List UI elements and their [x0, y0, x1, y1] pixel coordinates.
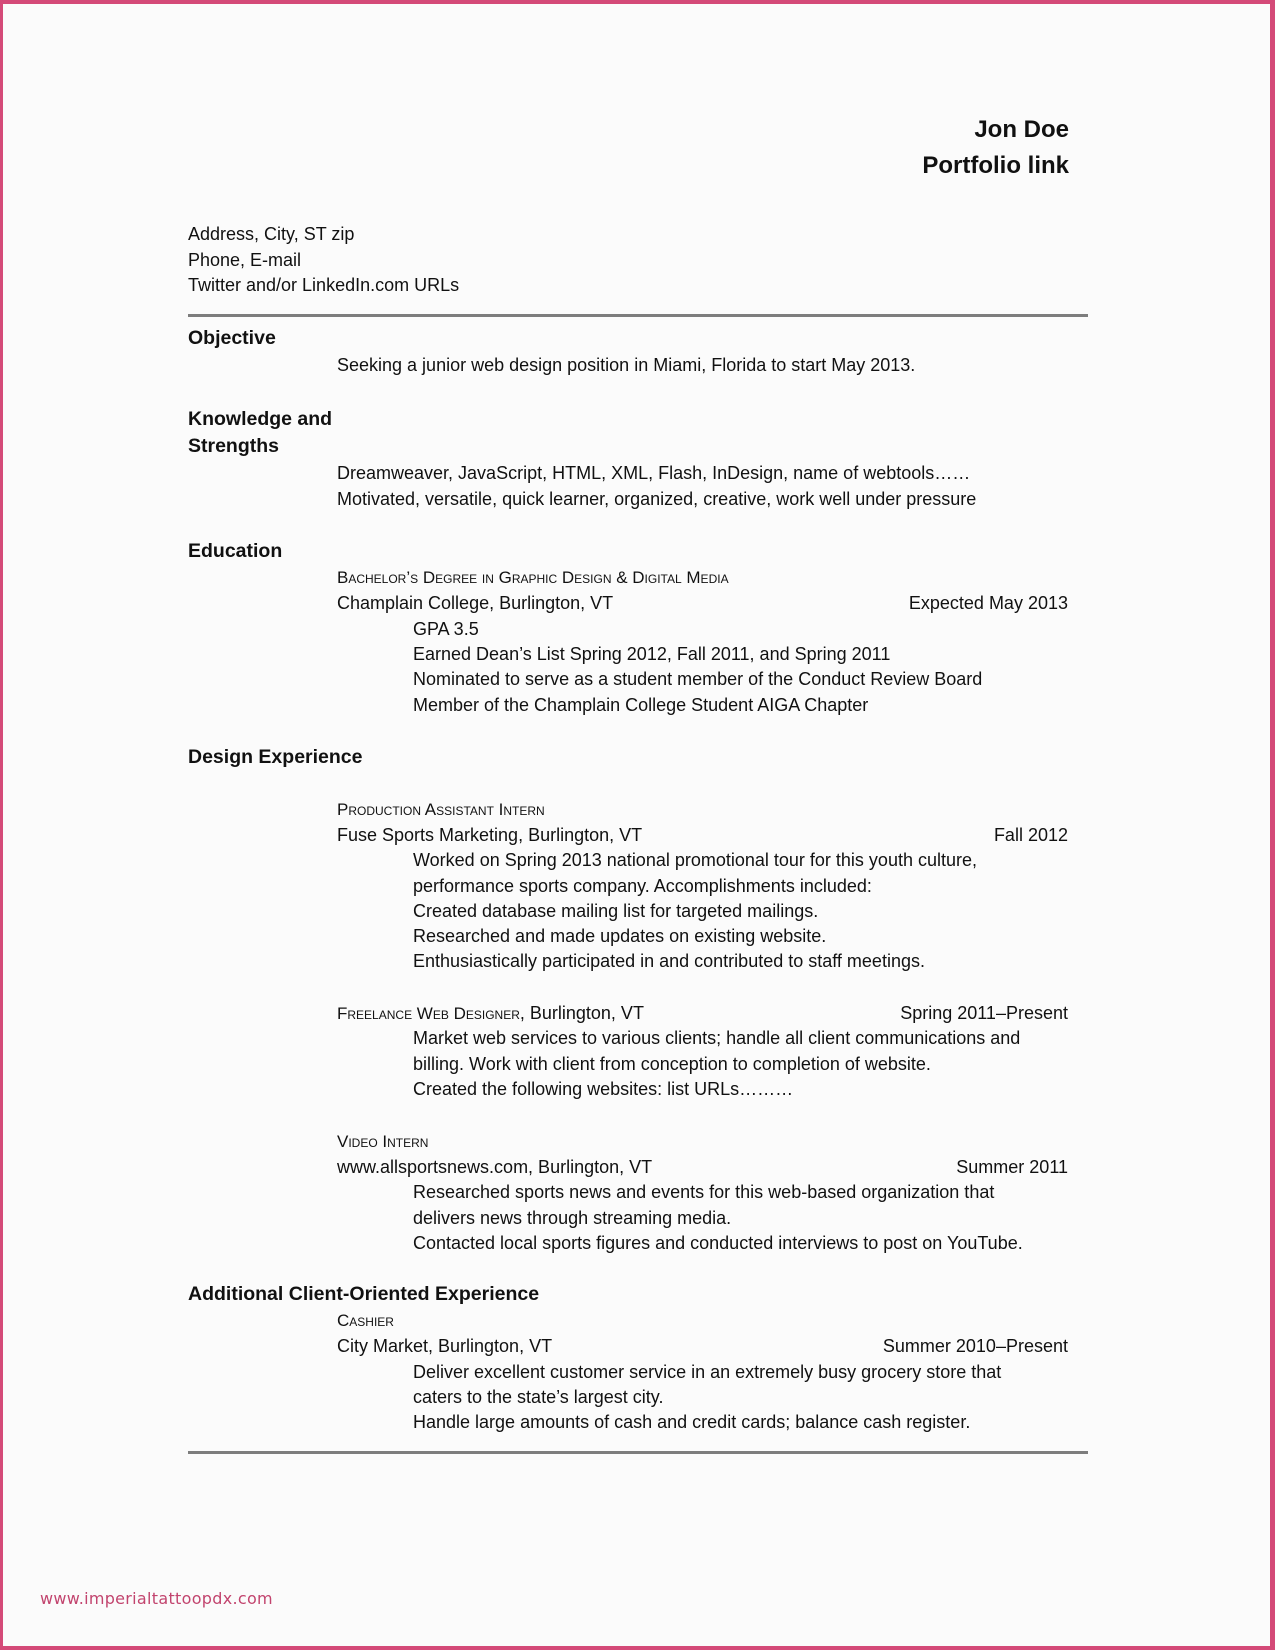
additional-experience-heading: Additional Client-Oriented Experience	[188, 1283, 540, 1305]
design-experience-heading: Design Experience	[188, 746, 363, 768]
objective-heading: Objective	[188, 327, 276, 349]
job-date: Summer 2011	[956, 1157, 1068, 1177]
knowledge-heading-line1: Knowledge and	[188, 408, 333, 430]
job-org: Fuse Sports Marketing, Burlington, VT	[337, 825, 643, 845]
job-org: City Market, Burlington, VT	[337, 1336, 553, 1356]
job-detail: Researched sports news and events for this web-based organization that	[413, 1182, 995, 1202]
top-divider	[188, 314, 1088, 317]
job-org: , Burlington, VT	[519, 1003, 644, 1023]
job-date: Fall 2012	[993, 825, 1068, 845]
job-detail: Created the following websites: list URLs………	[413, 1079, 794, 1099]
job-detail: Handle large amounts of cash and credit cards; balance cash register.	[413, 1412, 971, 1432]
job-title: Video Intern	[337, 1132, 429, 1151]
job-title: Freelance Web Designer	[337, 1004, 520, 1023]
portfolio-link[interactable]: Portfolio link	[922, 152, 1069, 179]
education-date: Expected May 2013	[908, 593, 1068, 613]
job-detail: Contacted local sports figures and conducted interviews to post on YouTube.	[413, 1233, 1023, 1253]
watermark-link[interactable]: www.imperialtattoopdx.com	[40, 1589, 273, 1608]
job-detail: delivers news through streaming media.	[413, 1208, 732, 1228]
job-org: www.allsportsnews.com, Burlington, VT	[337, 1157, 653, 1177]
job-detail: performance sports company. Accomplishments included:	[413, 876, 872, 896]
job-detail: Researched and made updates on existing website.	[413, 926, 827, 946]
education-detail: GPA 3.5	[413, 619, 479, 639]
education-detail: Earned Dean’s List Spring 2012, Fall 2011, and Spring 2011	[413, 644, 891, 664]
degree-title: Bachelor’s Degree in Graphic Design & Digital Media	[337, 568, 729, 587]
job-detail: Created database mailing list for targeted mailings.	[413, 901, 819, 921]
job-detail: Worked on Spring 2013 national promotional tour for this youth culture,	[413, 850, 977, 870]
job-detail: Enthusiastically participated in and contributed to staff meetings.	[413, 951, 925, 971]
job-header-freelance	[337, 1003, 644, 1024]
education-detail: Nominated to serve as a student member of the Conduct Review Board	[413, 669, 983, 689]
school-name: Champlain College, Burlington, VT	[337, 593, 614, 613]
job-title: Production Assistant Intern	[337, 800, 545, 819]
education-detail: Member of the Champlain College Student AIGA Chapter	[413, 695, 869, 715]
knowledge-heading-line2: Strengths	[188, 435, 280, 457]
knowledge-line: Motivated, versatile, quick learner, organized, creative, work well under pressure	[337, 489, 977, 509]
contact-social: Twitter and/or LinkedIn.com URLs	[188, 275, 460, 295]
contact-phone-email: Phone, E-mail	[188, 250, 302, 270]
job-detail: caters to the state’s largest city.	[413, 1387, 664, 1407]
job-detail: Market web services to various clients; handle all client communications and	[413, 1028, 1021, 1048]
job-date: Summer 2010–Present	[882, 1336, 1068, 1356]
applicant-name: Jon Doe	[974, 116, 1069, 143]
job-detail: billing. Work with client from conception to completion of website.	[413, 1054, 931, 1074]
bottom-divider	[188, 1451, 1088, 1454]
education-heading: Education	[188, 540, 283, 562]
job-title: Cashier	[337, 1311, 394, 1330]
objective-text: Seeking a junior web design position in Miami, Florida to start May 2013.	[337, 355, 916, 375]
contact-address: Address, City, ST zip	[188, 224, 355, 244]
knowledge-line: Dreamweaver, JavaScript, HTML, XML, Flash, InDesign, name of webtools……	[337, 463, 971, 483]
job-date: Spring 2011–Present	[900, 1003, 1068, 1023]
job-detail: Deliver excellent customer service in an extremely busy grocery store that	[413, 1362, 1002, 1382]
